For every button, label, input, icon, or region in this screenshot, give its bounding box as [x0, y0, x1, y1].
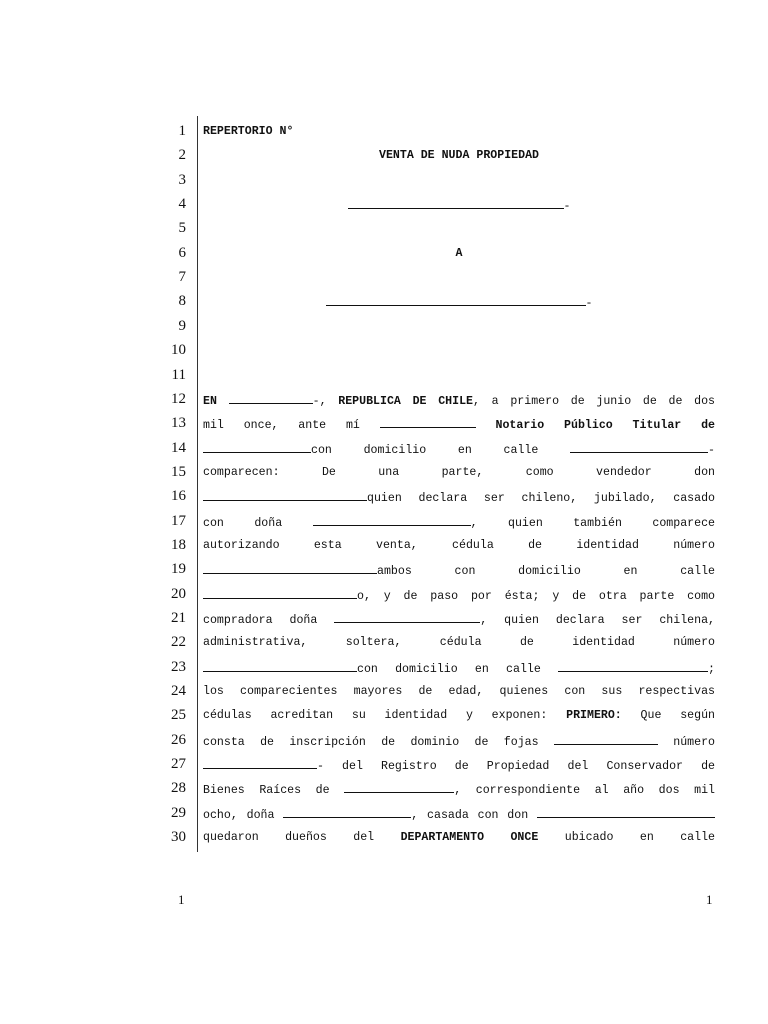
- line-number: 5: [178, 220, 186, 236]
- document-line: [203, 660, 715, 678]
- line-number: 18: [171, 537, 186, 553]
- document-line: [203, 611, 715, 629]
- line-number: 4: [178, 196, 186, 212]
- fill-in-blank: [326, 294, 586, 306]
- line-number: 2: [178, 147, 186, 163]
- line-text: quedaron dueños del: [203, 831, 401, 844]
- line-text: , quien también comparece: [470, 517, 715, 530]
- line-text: REPUBLICA DE CHILE: [338, 395, 473, 408]
- fill-in-blank: [558, 660, 708, 672]
- fill-in-blank: [203, 587, 357, 599]
- document-line: [203, 124, 715, 140]
- line-text: VENTA DE NUDA PROPIEDAD: [378, 149, 540, 162]
- line-number: 26: [171, 732, 186, 748]
- document-line: [203, 294, 715, 312]
- document-line: [203, 781, 715, 799]
- line-number: 28: [171, 780, 186, 796]
- fill-in-blank: [203, 562, 377, 574]
- fill-in-blank: [203, 660, 357, 672]
- line-number: 29: [171, 805, 186, 821]
- fill-in-blank: [203, 757, 317, 769]
- line-text: o, y de paso por ésta; y de otra parte como: [357, 590, 715, 603]
- line-number: 13: [171, 415, 186, 431]
- line-text: cédulas acreditan su identidad y exponen:: [203, 709, 567, 722]
- line-text: PRIMERO:: [566, 709, 622, 722]
- line-number: 21: [171, 610, 186, 626]
- line-number: 10: [171, 342, 186, 358]
- document-line: [203, 562, 715, 580]
- line-text: compradora doña: [203, 614, 335, 627]
- line-text: consta de inscripción de dominio de fojas: [203, 736, 554, 749]
- line-number: 1: [178, 123, 186, 139]
- line-number: 3: [178, 172, 186, 188]
- line-text: número: [657, 736, 715, 749]
- line-text: [476, 419, 496, 432]
- line-number: 14: [171, 440, 186, 456]
- line-number: 30: [171, 829, 186, 845]
- line-text: -: [708, 444, 715, 457]
- footer-left-page-number: 1: [178, 892, 185, 907]
- document-line: [203, 148, 715, 164]
- line-number: 15: [171, 464, 186, 480]
- line-text: Notario Público Titular de: [495, 419, 715, 432]
- document-line: [203, 635, 715, 651]
- line-text: - del Registro de Propiedad del Conservador de: [317, 760, 715, 773]
- document-line: [203, 489, 715, 507]
- document-line: [203, 830, 715, 846]
- line-text: con domicilio en calle: [357, 663, 559, 676]
- fill-in-blank: [554, 733, 658, 745]
- document-line: [203, 514, 715, 532]
- fill-in-blank: [229, 392, 313, 404]
- fill-in-blank: [348, 197, 564, 209]
- line-text: REPERTORIO N°: [203, 125, 294, 138]
- document-line: [203, 465, 715, 481]
- line-number: 9: [178, 318, 186, 334]
- fill-in-blank: [334, 611, 480, 623]
- line-text: , a primero de junio de de dos: [473, 395, 715, 408]
- margin-rule: [197, 116, 198, 852]
- fill-in-blank: [203, 441, 311, 453]
- fill-in-blank: [380, 416, 476, 428]
- line-text: , casada con don: [411, 809, 537, 822]
- document-line: [203, 806, 715, 824]
- line-number: 25: [171, 707, 186, 723]
- document-line: [203, 246, 715, 262]
- footer-right-page-number: 1: [706, 892, 713, 907]
- line-number: 12: [171, 391, 186, 407]
- document-line: [203, 587, 715, 605]
- line-text: autorizando esta venta, cédula de identidad número: [203, 539, 715, 552]
- fill-in-blank: [344, 781, 454, 793]
- document-line: [203, 733, 715, 751]
- line-number: 7: [178, 269, 186, 285]
- line-text: -: [563, 200, 571, 213]
- document-line: [203, 392, 715, 410]
- document-line: [203, 197, 715, 215]
- line-text: , correspondiente al año dos mil: [454, 784, 715, 797]
- line-number: 23: [171, 659, 186, 675]
- line-text: los comparecientes mayores de edad, quienes con sus respectivas: [203, 685, 715, 698]
- fill-in-blank: [537, 806, 715, 818]
- line-text: -: [585, 297, 593, 310]
- document-line: [203, 538, 715, 554]
- line-number: 27: [171, 756, 186, 772]
- document-line: [203, 441, 715, 459]
- line-number: 24: [171, 683, 186, 699]
- line-number: 16: [171, 488, 186, 504]
- document-line: [203, 757, 715, 775]
- fill-in-blank: [283, 806, 411, 818]
- fill-in-blank: [203, 489, 367, 501]
- line-text: DEPARTAMENTO ONCE: [400, 831, 539, 844]
- line-text: ocho, doña: [203, 809, 284, 822]
- document-line: [203, 708, 715, 724]
- line-text: Que según: [621, 709, 715, 722]
- line-text: mil once, ante mí: [203, 419, 380, 432]
- line-text: ubicado en calle: [538, 831, 715, 844]
- line-number: 8: [178, 293, 186, 309]
- line-number: 20: [171, 586, 186, 602]
- line-text: comparecen: De una parte, como vendedor don: [203, 466, 715, 479]
- document-line: [203, 684, 715, 700]
- line-text: Bienes Raíces de: [203, 784, 345, 797]
- line-number: 22: [171, 634, 186, 650]
- line-text: ambos con domicilio en calle: [377, 565, 715, 578]
- fill-in-blank: [313, 514, 471, 526]
- line-text: , quien declara ser chilena,: [480, 614, 715, 627]
- line-text: ;: [708, 663, 715, 676]
- line-text: -,: [312, 395, 339, 408]
- line-number: 6: [178, 245, 186, 261]
- line-text: con domicilio en calle: [311, 444, 571, 457]
- fill-in-blank: [570, 441, 708, 453]
- line-text: quien declara ser chileno, jubilado, casado: [367, 492, 715, 505]
- line-text: A: [455, 247, 463, 260]
- line-number: 19: [171, 561, 186, 577]
- line-text: EN: [203, 395, 229, 408]
- line-text: administrativa, soltera, cédula de identidad número: [203, 636, 715, 649]
- document-line: [203, 416, 715, 434]
- line-number: 17: [171, 513, 186, 529]
- line-number: 11: [171, 367, 186, 383]
- line-text: con doña: [203, 517, 313, 530]
